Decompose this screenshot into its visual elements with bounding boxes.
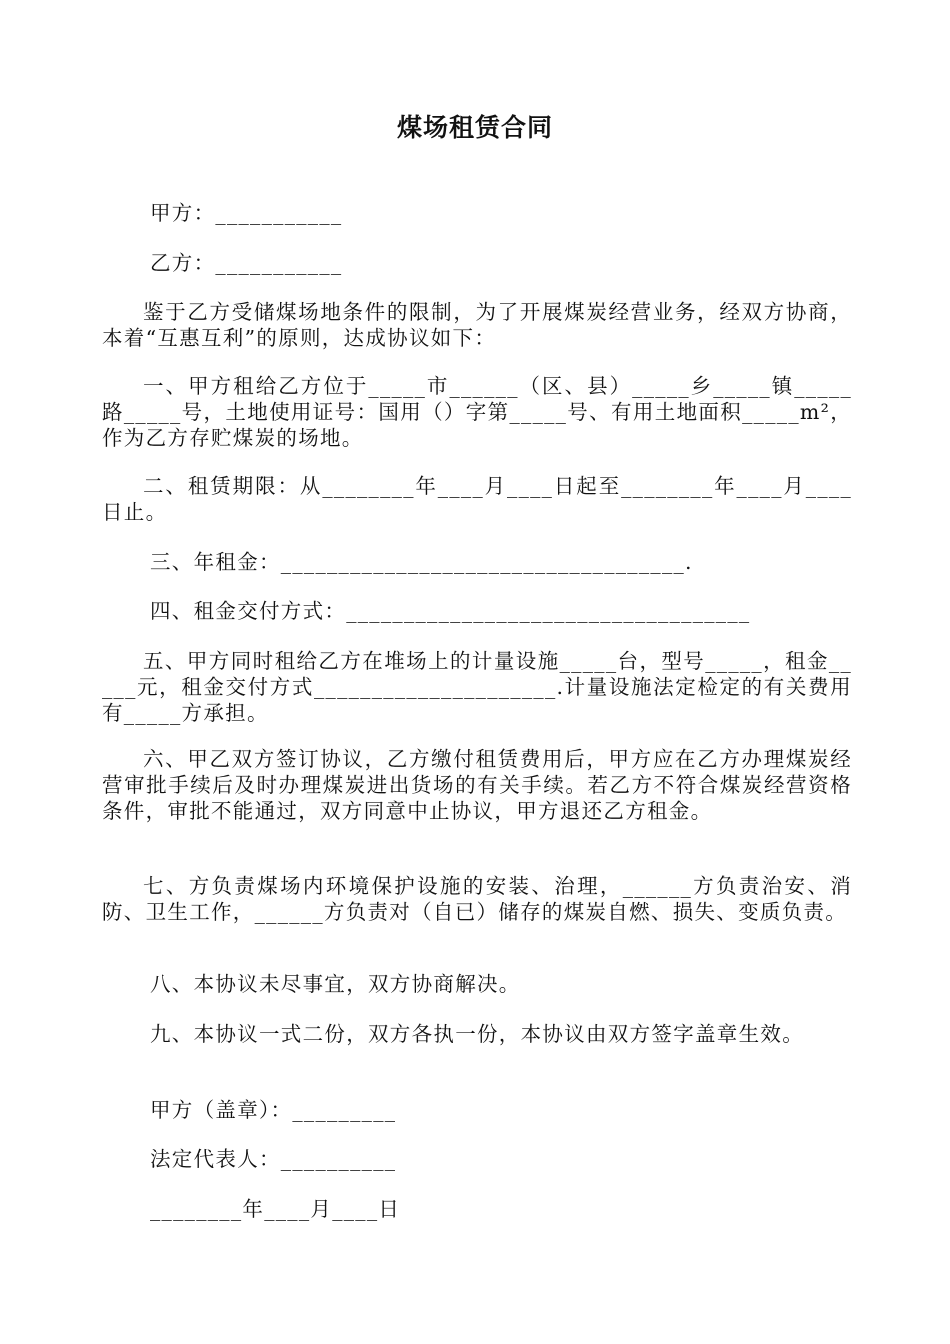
- clause-3: 三、年租金：___________________________________.: [150, 550, 693, 574]
- clause-1: 一、甲方租给乙方位于_____市______（区、县）_____乡_____镇_____路_____号，土地使用证号：国用（）字第_____号、有用土地面积_____m²，作为乙方存贮煤炭的场地。: [102, 374, 852, 450]
- clause-5: 五、甲方同时租给乙方在堆场上的计量设施_____台，型号_____，租金_____元，租金交付方式_____________________.计量设施法定检定的有关费用有_____方承担。: [102, 649, 852, 725]
- party-a-line: 甲方：___________: [150, 201, 343, 225]
- clause-6: 六、甲乙双方签订协议，乙方缴付租赁费用后，甲方应在乙方办理煤炭经营审批手续后及时办理煤炭进出货场的有关手续。若乙方不符合煤炭经营资格条件，审批不能通过，双方同意中止协议，甲方退还乙方租金。: [102, 747, 852, 823]
- clause-4: 四、租金交付方式：___________________________________: [150, 599, 751, 623]
- clause-9: 九、本协议一式二份，双方各执一份，本协议由双方签字盖章生效。: [150, 1022, 804, 1046]
- clause-7: 七、方负责煤场内环境保护设施的安装、治理，______方负责治安、消防、卫生工作，______方负责对（自已）储存的煤炭自燃、损失、变质负责。: [102, 874, 852, 924]
- clause-2: 二、租赁期限：从________年____月____日起至________年____月____日止。: [102, 474, 852, 524]
- signature-legal-representative: 法定代表人：__________: [150, 1147, 397, 1171]
- document-title: 煤场租赁合同: [396, 113, 553, 142]
- intro-paragraph: 鉴于乙方受储煤场地条件的限制，为了开展煤炭经营业务，经双方协商，本着“互惠互利”的原则，达成协议如下：: [102, 300, 852, 350]
- clause-8: 八、本协议未尽事宜，双方协商解决。: [150, 972, 521, 996]
- signature-date: ________年____月____日: [150, 1197, 401, 1221]
- party-b-line: 乙方：___________: [150, 251, 343, 275]
- signature-party-a: 甲方（盖章）：_________: [150, 1098, 397, 1122]
